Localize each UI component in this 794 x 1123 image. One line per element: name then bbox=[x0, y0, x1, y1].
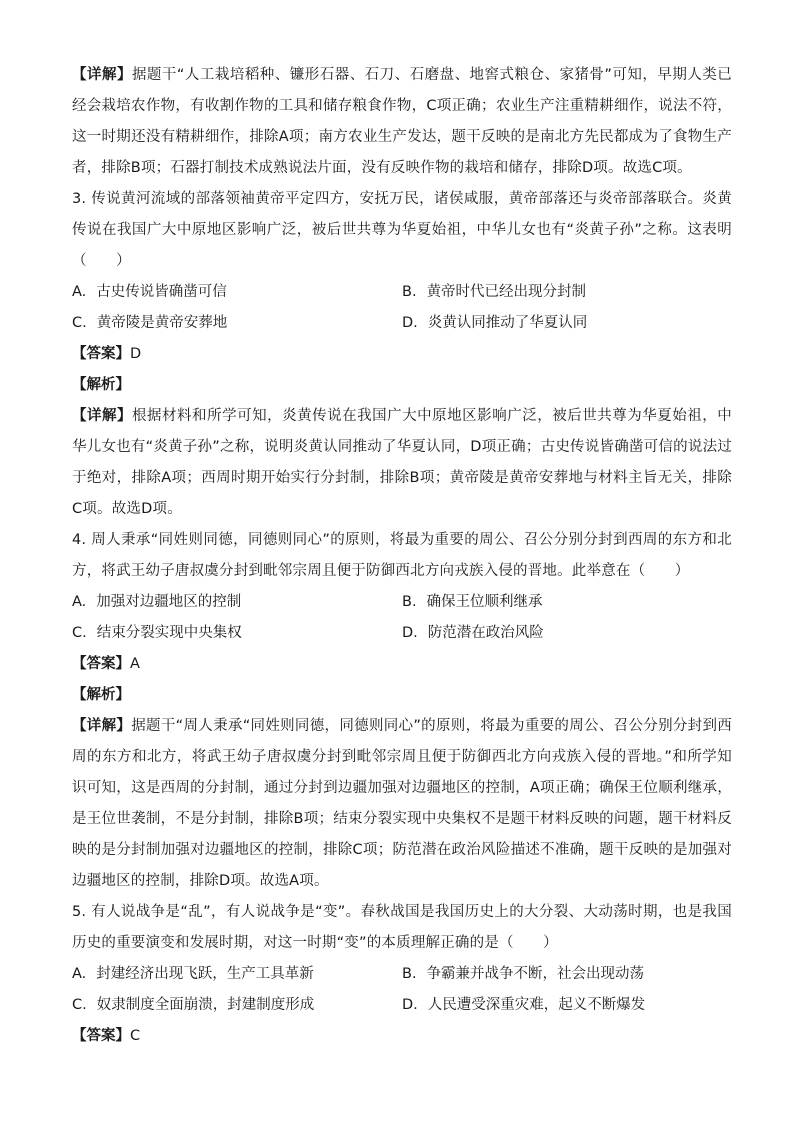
answer-4: 【答案】A bbox=[72, 656, 140, 672]
detail-text: 据题干“人工栽培稻种、镰形石器、石刀、石磨盘、地窖式粮仓、家猪骨”可知，早期人类已经会栽培农作物，有收割作物的工具和储存粮食作物，C项正确；农业生产注重精耕细作，说法不符，这一时期还没有精耕细作，排除A项；南方农业生产发达，题干反映的是南北方先民都成为了食物生产者，排除B项；石器打制技术成熟说法片面，没有反映作物的栽培和储存，排除D项。故选C项。 bbox=[72, 67, 732, 176]
question-5: 5. 有人说战争是“乱”，有人说战争是“变”。春秋战国是我国历史上的大分裂、大动荡时期，也是我国历史的重要演变和发展时期，对这一时期“变”的本质理解正确的是（ ） bbox=[72, 904, 732, 951]
question-3-options bbox=[72, 277, 732, 339]
option-b[interactable]: B. 确保王位顺利继承 bbox=[402, 594, 543, 610]
option-a[interactable]: A. 加强对边疆地区的控制 bbox=[72, 594, 242, 610]
detail-tag: 【详解】 bbox=[72, 67, 132, 83]
answer-3: 【答案】D bbox=[72, 346, 142, 362]
document-content bbox=[72, 60, 732, 1052]
option-a[interactable]: A. 封建经济出现飞跃，生产工具革新 bbox=[72, 966, 314, 982]
detail-paragraph: 【详解】据题干“周人秉承“同姓则同德，同德则同心”的原则，将最为重要的周公、召公分别分封到西周的东方和北方，将武王幼子唐叔虞分封到毗邻宗周且便于防御西北方向戎族入侵的晋地。”和所学知识可知，这是西周的分封制，通过分封到边疆加强对边疆地区的控制，A项正确；确保王位顺利继承，是王位世袭制，不是分封制，排除B项；结束分裂实现中央集权不是题干材料反映的问题，题干材料反映的是分封制加强对边疆地区的控制，排除C项；防范潜在政治风险描述不准确，题干反映的是加强对边疆地区的控制，排除D项。故选A项。 bbox=[72, 718, 732, 889]
option-b[interactable]: B. 争霸兼并战争不断，社会出现动荡 bbox=[402, 966, 645, 982]
option-b[interactable]: B. 黄帝时代已经出现分封制 bbox=[402, 284, 587, 300]
analysis-3: 【解析】 bbox=[72, 377, 130, 393]
option-c[interactable]: C. 结束分裂实现中央集权 bbox=[72, 625, 242, 641]
question-5-options bbox=[72, 959, 732, 1021]
option-c[interactable]: C. 奴隶制度全面崩溃，封建制度形成 bbox=[72, 997, 315, 1013]
option-d[interactable]: D. 炎黄认同推动了华夏认同 bbox=[402, 315, 588, 331]
question-4-options bbox=[72, 587, 732, 649]
option-d[interactable]: D. 防范潜在政治风险 bbox=[402, 625, 544, 641]
detail-paragraph bbox=[72, 60, 732, 184]
option-d[interactable]: D. 人民遭受深重灾难，起义不断爆发 bbox=[402, 997, 646, 1013]
option-c[interactable]: C. 黄帝陵是黄帝安葬地 bbox=[72, 315, 228, 331]
analysis-4: 【解析】 bbox=[72, 687, 130, 703]
question-3: 3. 传说黄河流域的部落领袖黄帝平定四方，安抚万民，诸侯咸服，黄帝部落还与炎帝部落联合。炎黄传说在我国广大中原地区影响广泛，被后世共尊为华夏始祖，中华儿女也有“炎黄子孙”之称。这表明（ ） bbox=[72, 191, 732, 269]
detail-paragraph: 【详解】根据材料和所学可知，炎黄传说在我国广大中原地区影响广泛，被后世共尊为华夏始祖，中华儿女也有“炎黄子孙”之称，说明炎黄认同推动了华夏认同，D项正确；古史传说皆确凿可信的说法过于绝对，排除A项；西周时期开始实行分封制，排除B项；黄帝陵是黄帝安葬地与材料主旨无关，排除C项。故选D项。 bbox=[72, 408, 732, 517]
answer-5: 【答案】C bbox=[72, 1028, 141, 1044]
question-4: 4. 周人秉承“同姓则同德，同德则同心”的原则，将最为重要的周公、召公分别分封到西周的东方和北方，将武王幼子唐叔虞分封到毗邻宗周且便于防御西北方向戎族入侵的晋地。此举意在（ ） bbox=[72, 532, 732, 579]
option-a[interactable]: A. 古史传说皆确凿可信 bbox=[72, 284, 227, 300]
